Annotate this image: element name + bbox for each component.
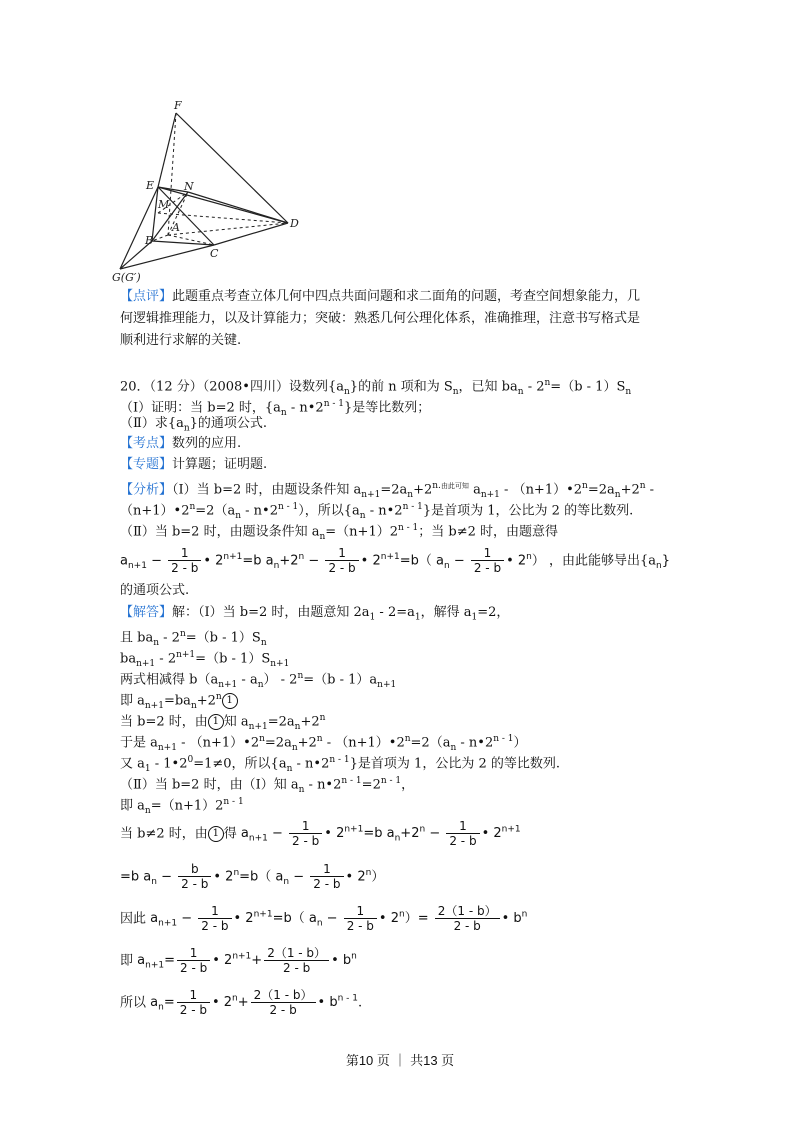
- label-E: E: [146, 179, 155, 192]
- jieda-line7: 于是 $a_{n+1}$ - $(n+1)•2^n=2a_n+2^n$ - $(n+1)•2^n=2(a_n$ - n•2$^{n - 1}$）: [120, 734, 527, 753]
- jieda-line12: =b $a_n$ − $\frac{b}{2 - b}$ • $2^n=b$（ $a_n$ − $\frac{1}{2 - b}$ • 2$^n$）: [120, 862, 385, 892]
- jieda-line3: $ba_{n+1} - 2^{n+1}=(b - 1)S_{n+1}$: [120, 650, 290, 669]
- label-C: C: [210, 247, 219, 260]
- jieda-line10: 即 $a_n=(n+1)2^{n - 1}$: [120, 797, 244, 816]
- jieda-line14: 即 $a_{n+1}=$ $\frac{1}{2 - b}$ • $2^{n+1}+$ $\frac{2(1 - b)}{2 - b}$ • $b^n$: [120, 946, 357, 976]
- jieda-line15: 所以 $a_n=$ $\frac{1}{2 - b}$ • $2^n+$ $\frac{2(1 - b)}{2 - b}$ • $b^{n - 1}$.: [120, 988, 363, 1018]
- page-footer: 第10 页 ｜ 共13 页: [345, 1053, 455, 1068]
- jieda-line9: （Ⅱ）当 b=2 时，由（Ⅰ）知 $a_n$ - $n•2^{n - 1}=2^{n - 1}$，: [120, 776, 415, 795]
- fenxi-line3: （Ⅱ）当 b=2 时，由题设条件知 $a_n=(n+1)2^{n - 1}$；当 b≠2 时，由题意得: [120, 523, 559, 542]
- jieda-line5: 即 $a_{n+1}=ba_n+2^n$ 1: [120, 688, 238, 715]
- jieda-line8: 又 $a_1$ - $1•2^0=1\ne 0$，所以{$a_n$ - n•2$^{n - 1}$}是首项为 1，公比为 2 的等比数列.: [120, 755, 560, 774]
- geometry-figure: [110, 95, 310, 285]
- jieda-line2: 且 $ba_n - 2^n=(b - 1)S_n$: [120, 629, 267, 648]
- label-B: B: [145, 234, 154, 247]
- jieda-line6: 当 b=2 时，由 1 知 $a_{n+1}=2a_n+2^n$: [120, 713, 326, 732]
- fenxi-formula: $a_{n+1}$ − $\frac{1}{2 - b}$ • $2^{n+1}=b$ $a_n+2^n$ − $\frac{1}{2 - b}$ • $2^{n+1}=b$（ $a_n$ − $\frac{1}{2 - b}$ • 2$^n$） ，由此能够导出$\{a_n\}$: [120, 546, 671, 576]
- problem-header: 20．（12 分）（2008•四川）设数列$\{a_n\}$的前 n 项和为 $S_n$，已知 $ba_n - 2^n=(b - 1)S_n$: [120, 378, 632, 397]
- fenxi-line5: 的通项公式.: [120, 583, 190, 598]
- label-G: G(G′): [112, 271, 141, 284]
- circle-one-marker: 1: [222, 693, 238, 709]
- problem-part2: （Ⅱ）求$\{a_n\}$的通项公式.: [120, 416, 268, 434]
- review-tag: 【点评】: [120, 289, 173, 304]
- zhuanti-line: 【专题】计算题；证明题.: [120, 457, 268, 472]
- review-line1: 【点评】此题重点考查立体几何中四点共面问题和求二面角的问题，考查空间想象能力，几: [120, 289, 641, 304]
- label-D: D: [290, 217, 299, 230]
- problem-part1: （Ⅰ）证明：当 b=2 时，{$a_n$ - n•2$^{n - 1}$}是等比数列；: [120, 399, 431, 418]
- fenxi-line1: 【分析】（Ⅰ）当 b=2 时，由题设条件知 $a_{n+1}=2a_n+2^{n.由此可知}$ $a_{n+1}$ - $(n+1)•2^n=2a_n+2^n$ -: [120, 481, 655, 500]
- label-F: F: [174, 99, 182, 112]
- label-M: M: [158, 198, 170, 211]
- fenxi-line2: $(n+1)•2^n=2(a_n$ - n•2$^{n - 1}$），所以{$a_n$ - n•2$^{n - 1}$}是首项为 1，公比为 2 的等比数列.: [120, 502, 634, 521]
- review-line3: 顺利进行求解的关键.: [120, 333, 242, 348]
- jieda-line13: 因此 $a_{n+1}$ − $\frac{1}{2 - b}$ • $2^{n+1}=b$（ $a_n$ − $\frac{1}{2 - b}$ • $2^n)=$ $\frac{2(1 - b)}{2 - b}$ • $b^n$: [120, 904, 528, 934]
- review-line2: 何逻辑推理能力，以及计算能力；突破：熟悉几何公理化体系，准确推理，注意书写格式是: [120, 311, 641, 326]
- jieda-line4: 两式相减得 $b(a_{n+1} - a_n) - 2^n=(b - 1)a_{n+1}$: [120, 671, 397, 690]
- kaodian-line: 【考点】数列的应用.: [120, 436, 242, 451]
- jieda-line11: 当 b≠2 时，由 1 得 $a_{n+1}$ − $\frac{1}{2 - b}$ • $2^{n+1}=b$ $a_n+2^n$ − $\frac{1}{2 - b}$ • $2^{n+1}$: [120, 819, 521, 849]
- jieda-line1: 【解答】解：（Ⅰ）当 b=2 时，由题意知 $2a_1 - 2=a_1$，解得 $a_1=2$，: [120, 605, 510, 623]
- label-A: A: [172, 221, 180, 234]
- label-N: N: [184, 180, 194, 193]
